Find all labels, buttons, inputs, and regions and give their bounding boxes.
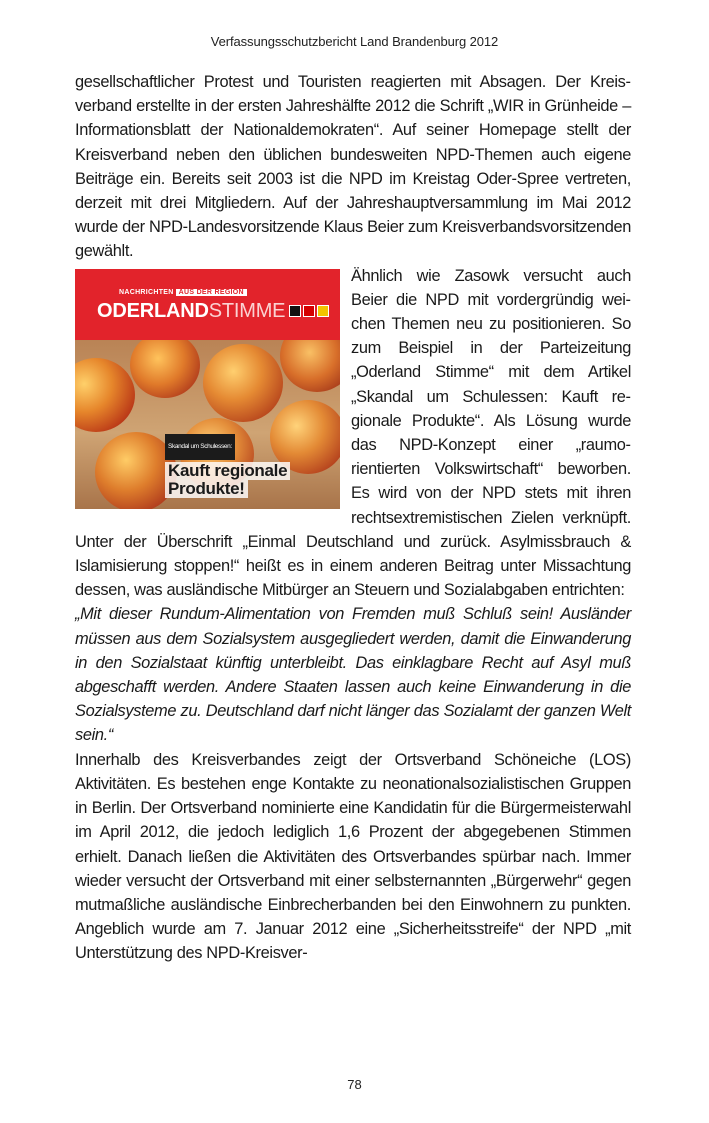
- clipping-small-label: Skandal um Schulessen:: [165, 434, 235, 460]
- clipping-headline-line-2: Produkte!: [165, 480, 248, 498]
- masthead-bold: ODERLAND: [97, 299, 209, 322]
- apple-shape: [280, 340, 340, 392]
- apple-shape: [75, 358, 135, 432]
- newspaper-masthead-banner: [75, 269, 340, 340]
- paragraph-2: Ähnlich wie Zasowk versucht auch Beier die NPD mit vordergründig weichen Themen neu zu positionieren. So zum Beispiel in der Parteizeitung „Oderland Stimme“ mit dem Artikel „Skandal um Schulessen: Kauft regionale Produkte“. Als Lösung wurde das NPD-Konzept einer „raumorientierten Volkswirtschaft“ beworben. Es wird von der NPD stets mit ihren rechtsextremistischen Zielen verknüpft. Unter der Überschrift „Einmal Deutschland und zurück. Asylmissbrauch & Islamisierung stoppen!“ heißt es in einem anderen Beitrag unter Missachtung dessen, was ausländische Mitbürger an Steuern und Sozialabgaben entrichten:: [75, 266, 631, 600]
- masthead-thin: STIMME: [208, 299, 286, 322]
- page-number: 78: [347, 1077, 362, 1092]
- flag-square-icon: [317, 305, 329, 317]
- running-title: Verfassungsschutzbericht Land Brandenburg 2012: [210, 34, 499, 49]
- paragraph-3: Innerhalb des Kreisverbandes zeigt der Ortsverband Schöneiche (LOS) Aktivitäten. Es bestehen enge Kontakte zu neonationalsozialistischen Gruppen in Berlin. Der Ortsverband nominierte eine Kandidatin für die Bürgermeisterwahl im April 2012, die jedoch lediglich 1,6 Prozent der abgegebenen Stimmen erhielt. Danach ließen die Aktivitäten des Ortsverbandes spürbar nach. Immer wieder versucht der Ortsverband mit einer selbsternannten „Bürgerwehr“ gegen mutmaßliche ausländische Einbrecherbanden bei den Einwohnern zu punkten. Angeblich wurde am 7. Januar 2012 eine „Sicherheitsstreife“ der NPD „mit Unterstützung des NPD-Kreisver-: [75, 750, 631, 963]
- page-content: [75, 70, 631, 966]
- apple-shape: [130, 340, 200, 398]
- kicker-left: NACHRICHTEN: [119, 288, 174, 296]
- flag-square-icon: [289, 305, 301, 317]
- masthead-title: [97, 299, 285, 323]
- block-quote: „Mit dieser Rundum-Alimentation von Fremden muß Schluß sein! Ausländer müssen aus dem Sozialsystem ausgegliedert werden, damit die Einwanderung in den Sozialstaat künftig unterbleibt. Das einklagbare Recht auf Asyl muß abgeschafft werden. Andere Staaten lassen auch keine Einwanderung in die Sozialsysteme zu. Deutschland darf nicht länger das Sozialamt der ganzen Welt sein.“: [75, 605, 631, 745]
- paragraph-1: gesellschaftlicher Protest und Touristen reagierten mit Absagen. Der Kreisverband erstellte in der ersten Jahreshälfte 2012 die Schrift „WIR in Grünheide – Informationsblatt der Nationaldemokraten“. Auf seiner Homepage stellt der Kreisverband neben den üblichen bundesweiten NPD-Themen auch eigene Beiträge ein. Bereits seit 2003 ist die NPD im Kreistag Oder-Spree vertreten, derzeit mit drei Mitgliedern. Auf der Jahreshauptversammlung im Mai 2012 wurde der NPD-Landesvorsitzende Klaus Beier zum Kreisverbandsvorsitzenden gewählt.: [75, 73, 631, 261]
- flag-square-icon: [303, 305, 315, 317]
- clipping-headline-line-1: Kauft regionale: [165, 462, 290, 480]
- clipping-headline: [165, 462, 335, 498]
- clipping-headline-box: [165, 431, 335, 498]
- apples-photo: [75, 340, 340, 509]
- apple-shape: [203, 344, 283, 422]
- newspaper-clipping-image: [75, 269, 340, 509]
- kicker-right: AUS DER REGION: [176, 289, 247, 296]
